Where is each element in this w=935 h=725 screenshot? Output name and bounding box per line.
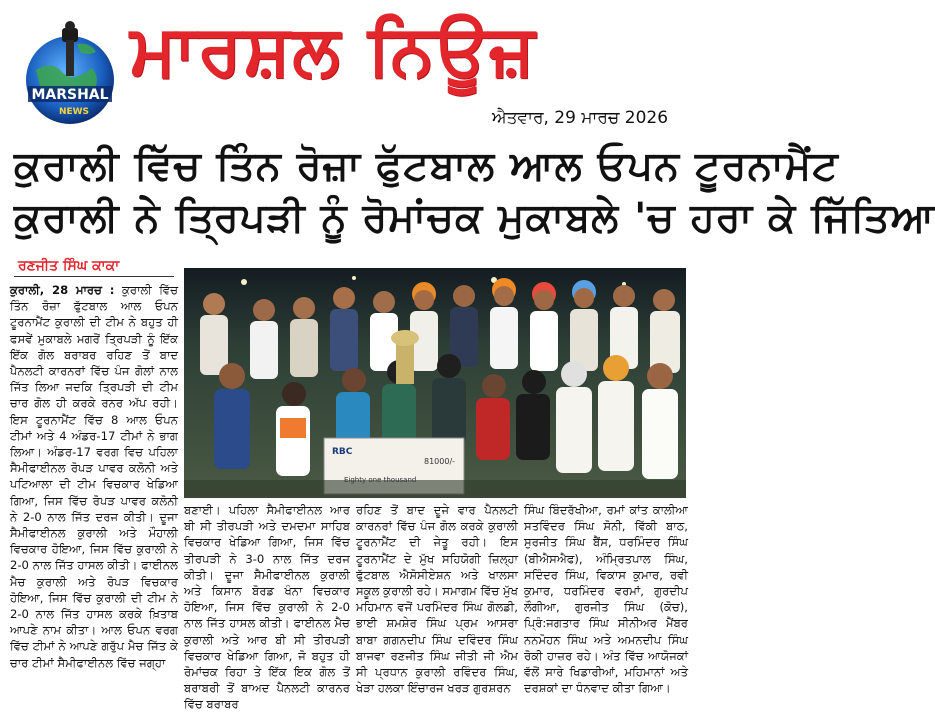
marshal-news-logo — [22, 20, 122, 130]
headline-line-1: ਕੁਰਾਲੀ ਵਿੱਚ ਤਿੰਨ ਰੋਜ਼ਾ ਫੁੱਟਬਾਲ ਆਲ ਓਪਨ ਟੂਰਨਾਮੈਂਟ — [14, 143, 839, 189]
article-column-4 — [524, 502, 688, 722]
article-column-2 — [184, 502, 350, 722]
issue-date: ਐਤਵਾਰ, 29 ਮਾਰਚ 2026 — [492, 108, 669, 128]
dateline: ਕੁਰਾਲੀ, 28 ਮਾਰਚ : — [10, 283, 115, 297]
team-photo-image — [184, 268, 686, 498]
byline-divider — [14, 276, 174, 277]
article-text-column-4: ਸਿੰਘ ਬਿੰਦਰੱਖੀਆ, ਰਮਾਂ ਕਾਂਤ ਕਾਲੀਆ ਸਤਵਿੰਦਰ ਸਿੰਘ ਸੋਨੀ, ਵਿੱਕੀ ਬਾਠ, ਸੁਰਜੀਤ ਸਿੰਘ ਬੈਂਸ, ਧਰਮਿੰਦਰ ਸਿੰਘ (ਬੀਐਸਐਫ), ਅੰਮ੍ਰਿਤਪਾਲ ਸਿੰਘ, ਸਦਿੰਦਰ ਸਿੰਘ, ਵਿਕਾਸ ਕੁਮਾਰ, ਰਵੀ ਕੁਮਾਰ, ਧਰਮਿੰਦਰ ਵਰਮਾਂ, ਗੁਰਦੀਪ ਲੌਗੀਆ, ਗੁਰਜੀਤ ਸਿੰਘ (ਕੋਚ), ਪ੍ਰਿੰ:ਜਗਤਾਰ ਸਿੰਘ ਸੀਨੀਅਰ ਮੈਂਬਰ ਨਨਮੋਹਨ ਸਿੰਘ ਅਤੇ ਅਮਨਦੀਪ ਸਿੰਘ ਰੋਕੀ ਹਾਜ਼ਰ ਰਹੇ। ਅੰਤ ਵਿੱਚ ਆਯੋਜਕਾਂ ਵੱਲੋਂ ਸਾਰੇ ਖਿਡਾਰੀਆਂ, ਮਹਿਮਾਨਾਂ ਅਤੇ ਦਰਸ਼ਕਾਂ ਦਾ ਧੰਨਵਾਦ ਕੀਤਾ ਗਿਆ। — [524, 503, 688, 696]
article-column-1 — [10, 282, 178, 725]
cheque-amount: 81000/- — [424, 457, 456, 466]
article-text-column-1: ਕੁਰਾਲੀ ਵਿੱਚ ਤਿੰਨ ਰੋਜ਼ਾ ਫੁੱਟਬਾਲ ਆਲ ਓਪਨ ਟੂਰਨਾਮੈਂਟ ਕੁਰਾਲੀ ਦੀ ਟੀਮ ਨੇ ਬਹੁਤ ਹੀ ਫਸਵੇਂ ਮੁਕਾਬਲੇ ਮਗਰੋਂ ਤ੍ਰਿਪੜੀ ਨੂੰ ਇੱਕ ਇੱਕ ਗੋਲ ਬਰਾਬਰ ਰਹਿਣ ਤੋਂ ਬਾਦ ਪੈਨਲਟੀ ਕਾਰਨਰਾਂ ਵਿੱਚ ਪੰਜ ਗੋਲਾਂ ਨਾਲ ਜਿੱਤ ਲਿਆ ਜਦਕਿ ਤ੍ਰਿਪੜੀ ਦੀ ਟੀਮ ਚਾਰ ਗੋਲ ਹੀ ਕਰਕੇ ਰਨਰ ਅੱਪ ਰਹੀ। ਇਸ ਟੂਰਨਾਮੈਂਟ ਵਿੱਚ 8 ਆਲ ਓਪਨ ਟੀਮਾਂ ਅਤੇ 4 ਅੰਡਰ-17 ਟੀਮਾਂ ਨੇ ਭਾਗ ਲਿਆ। ਅੰਡਰ-17 ਵਰਗ ਵਿਚ ਪਹਿਲਾ ਸੈਮੀਫਾਈਨਲ ਰੋਪੜ ਪਾਵਰ ਕਲੋਨੀ ਅਤੇ ਪਟਿਆਲਾ ਦੀ ਟੀਮ ਵਿਚਕਾਰ ਖੇਡਿਆ ਗਿਆ, ਜਿਸ ਵਿੱਚ ਰੋਪੜ ਪਾਵਰ ਕਲੋਨੀ ਨੇ 2-0 ਨਾਲ ਜਿੱਤ ਦਰਜ ਕੀਤੀ। ਦੂਜਾ ਸੈਮੀਫਾਈਨਲ ਕੁਰਾਲੀ ਅਤੇ ਮੌਹਾਲੀ ਵਿਚਕਾਰ ਹੋਇਆ, ਜਿਸ ਵਿੱਚ ਕੁਰਾਲੀ ਨੇ 2-0 ਨਾਲ ਜਿੱਤ ਹਾਸਲ ਕੀਤੀ। ਫਾਈਨਲ ਮੈਚ ਕੁਰਾਲੀ ਅਤੇ ਰੋਪੜ ਵਿਚਕਾਰ ਹੋਇਆ, ਜਿਸ ਵਿੱਚ ਕੁਰਾਲੀ ਦੀ ਟੀਮ ਨੇ 2-0 ਨਾਲ ਜਿੱਤ ਹਾਸਲ ਕਰਕੇ ਖ਼ਿਤਾਬ ਆਪਣੇ ਨਾਮ ਕੀਤਾ। ਆਲ ਓਪਨ ਵਰਗ ਵਿੱਚ ਟੀਮਾਂ ਨੇ ਆਪਣੇ ਗਰੁੱਪ ਮੈਚ ਜਿੱਤ ਕੇ ਚਾਰ ਟੀਮਾਂ ਸੈਮੀਫਾਈਨਲ ਵਿੱਚ ਜਗ੍ਹਾ — [10, 283, 179, 670]
article-column-3 — [356, 502, 518, 722]
masthead-title: ਮਾਰਸ਼ਲ ਨਿਊਜ਼ — [130, 9, 537, 91]
headline-line-2: ਕੁਰਾਲੀ ਨੇ ਤ੍ਰਿਪੜੀ ਨੂੰ ਰੋਮਾਂਚਕ ਮੁਕਾਬਲੇ 'ਚ ਹਰਾ ਕੇ ਜਿੱਤਿਆ — [14, 195, 935, 241]
logo-wordmark: MARSHAL — [31, 87, 109, 103]
article-text-column-2: ਬਣਾਈ। ਪਹਿਲਾ ਸੈਮੀਫਾਈਨਲ ਆਰ ਬੀ ਸੀ ਤੀਰਪੜੀ ਅਤੇ ਦਮਦਮਾ ਸਾਹਿਬ ਵਿਚਕਾਰ ਖੇਡਿਆ ਗਿਆ, ਜਿਸ ਵਿੱਚ ਤੀਰਪੜੀ ਨੇ 3-0 ਨਾਲ ਜਿੱਤ ਦਰਜ ਕੀਤੀ। ਦੂਜਾ ਸੈਮੀਫਾਈਨਲ ਕੁਰਾਲੀ ਅਤੇ ਕਿਸਾਨ ਬੋਰਡ ਖੰਨਾ ਵਿਚਕਾਰ ਹੋਇਆ, ਜਿਸ ਵਿੱਚ ਕੁਰਾਲੀ ਨੇ 2-0 ਨਾਲ ਜਿੱਤ ਹਾਸਲ ਕੀਤੀ। ਫਾਈਨਲ ਮੈਚ ਕੁਰਾਲੀ ਅਤੇ ਆਰ ਬੀ ਸੀ ਤੀਰਪੜੀ ਵਿਚਕਾਰ ਖੇਡਿਆ ਗਿਆ, ਜੋ ਬਹੁਤ ਹੀ ਰੋਮਾਂਚਕ ਰਿਹਾ ਤੇ ਇੱਕ ਇਕ ਗੋਲ ਤੋਂ ਬਰਾਬਰੀ ਤੋਂ ਬਾਅਦ ਪੈਨਲਟੀ ਕਾਰਨਰ ਵਿੱਚ ਬਰਾਬਰ — [184, 503, 350, 712]
logo-subwordmark: NEWS — [58, 107, 90, 117]
byline: ਰਣਜੀਤ ਸਿੰਘ ਕਾਕਾ — [18, 258, 120, 274]
globe-logo-icon — [22, 20, 122, 130]
team-photo — [184, 268, 686, 498]
cheque-brand: RBC — [332, 447, 353, 457]
article-text-column-3: ਰਹਿਣ ਤੋਂ ਬਾਦ ਦੂਜੇ ਵਾਰ ਪੈਨਲਟੀ ਕਾਰਨਰਾਂ ਵਿੱਚ ਪੰਜ ਗੋਲ ਕਰਕੇ ਕੁਰਾਲੀ ਟੂਰਨਾਮੈਂਟ ਦੀ ਜੇਤੂ ਰਹੀ। ਇਸ ਟੂਰਨਾਮੈਂਟ ਦੇ ਮੁੱਖ ਸਹਿਯੋਗੀ ਜ਼ਿਲ੍ਹਾ ਫੁੱਟਬਾਲ ਐਸੋਸੀਏਸ਼ਨ ਅਤੇ ਖਾਲਸਾ ਸਕੂਲ ਕੁਰਾਲੀ ਰਹੇ। ਸਮਾਗਮ ਵਿੱਚ ਮੁੱਖ ਮਹਿਮਾਨ ਵਜੋਂ ਪਰਮਿੰਦਰ ਸਿੰਘ ਗੋਲਡੀ, ਭਾਈ ਸ਼ਮਸ਼ੇਰ ਸਿੰਘ ਪ੍ਰਮ ਆਸਰਾ ਬਾਬਾ ਗਗਨਦੀਪ ਸਿੰਘ ਦਵਿੰਦਰ ਸਿੰਘ ਬਾਜਵਾ ਰਣਜੀਤ ਸਿੰਘ ਜੀਤੀ ਜੀ ਐਮ ਸੀ ਪ੍ਰਧਾਨ ਕੁਰਾਲੀ ਰਵਿੰਦਰ ਸਿੰਘ, ਖੇੜਾ ਹਲਕਾ ਇੰਚਾਰਜ ਖਰੜ ਗੁਰਸ਼ਰਨ — [356, 503, 518, 696]
